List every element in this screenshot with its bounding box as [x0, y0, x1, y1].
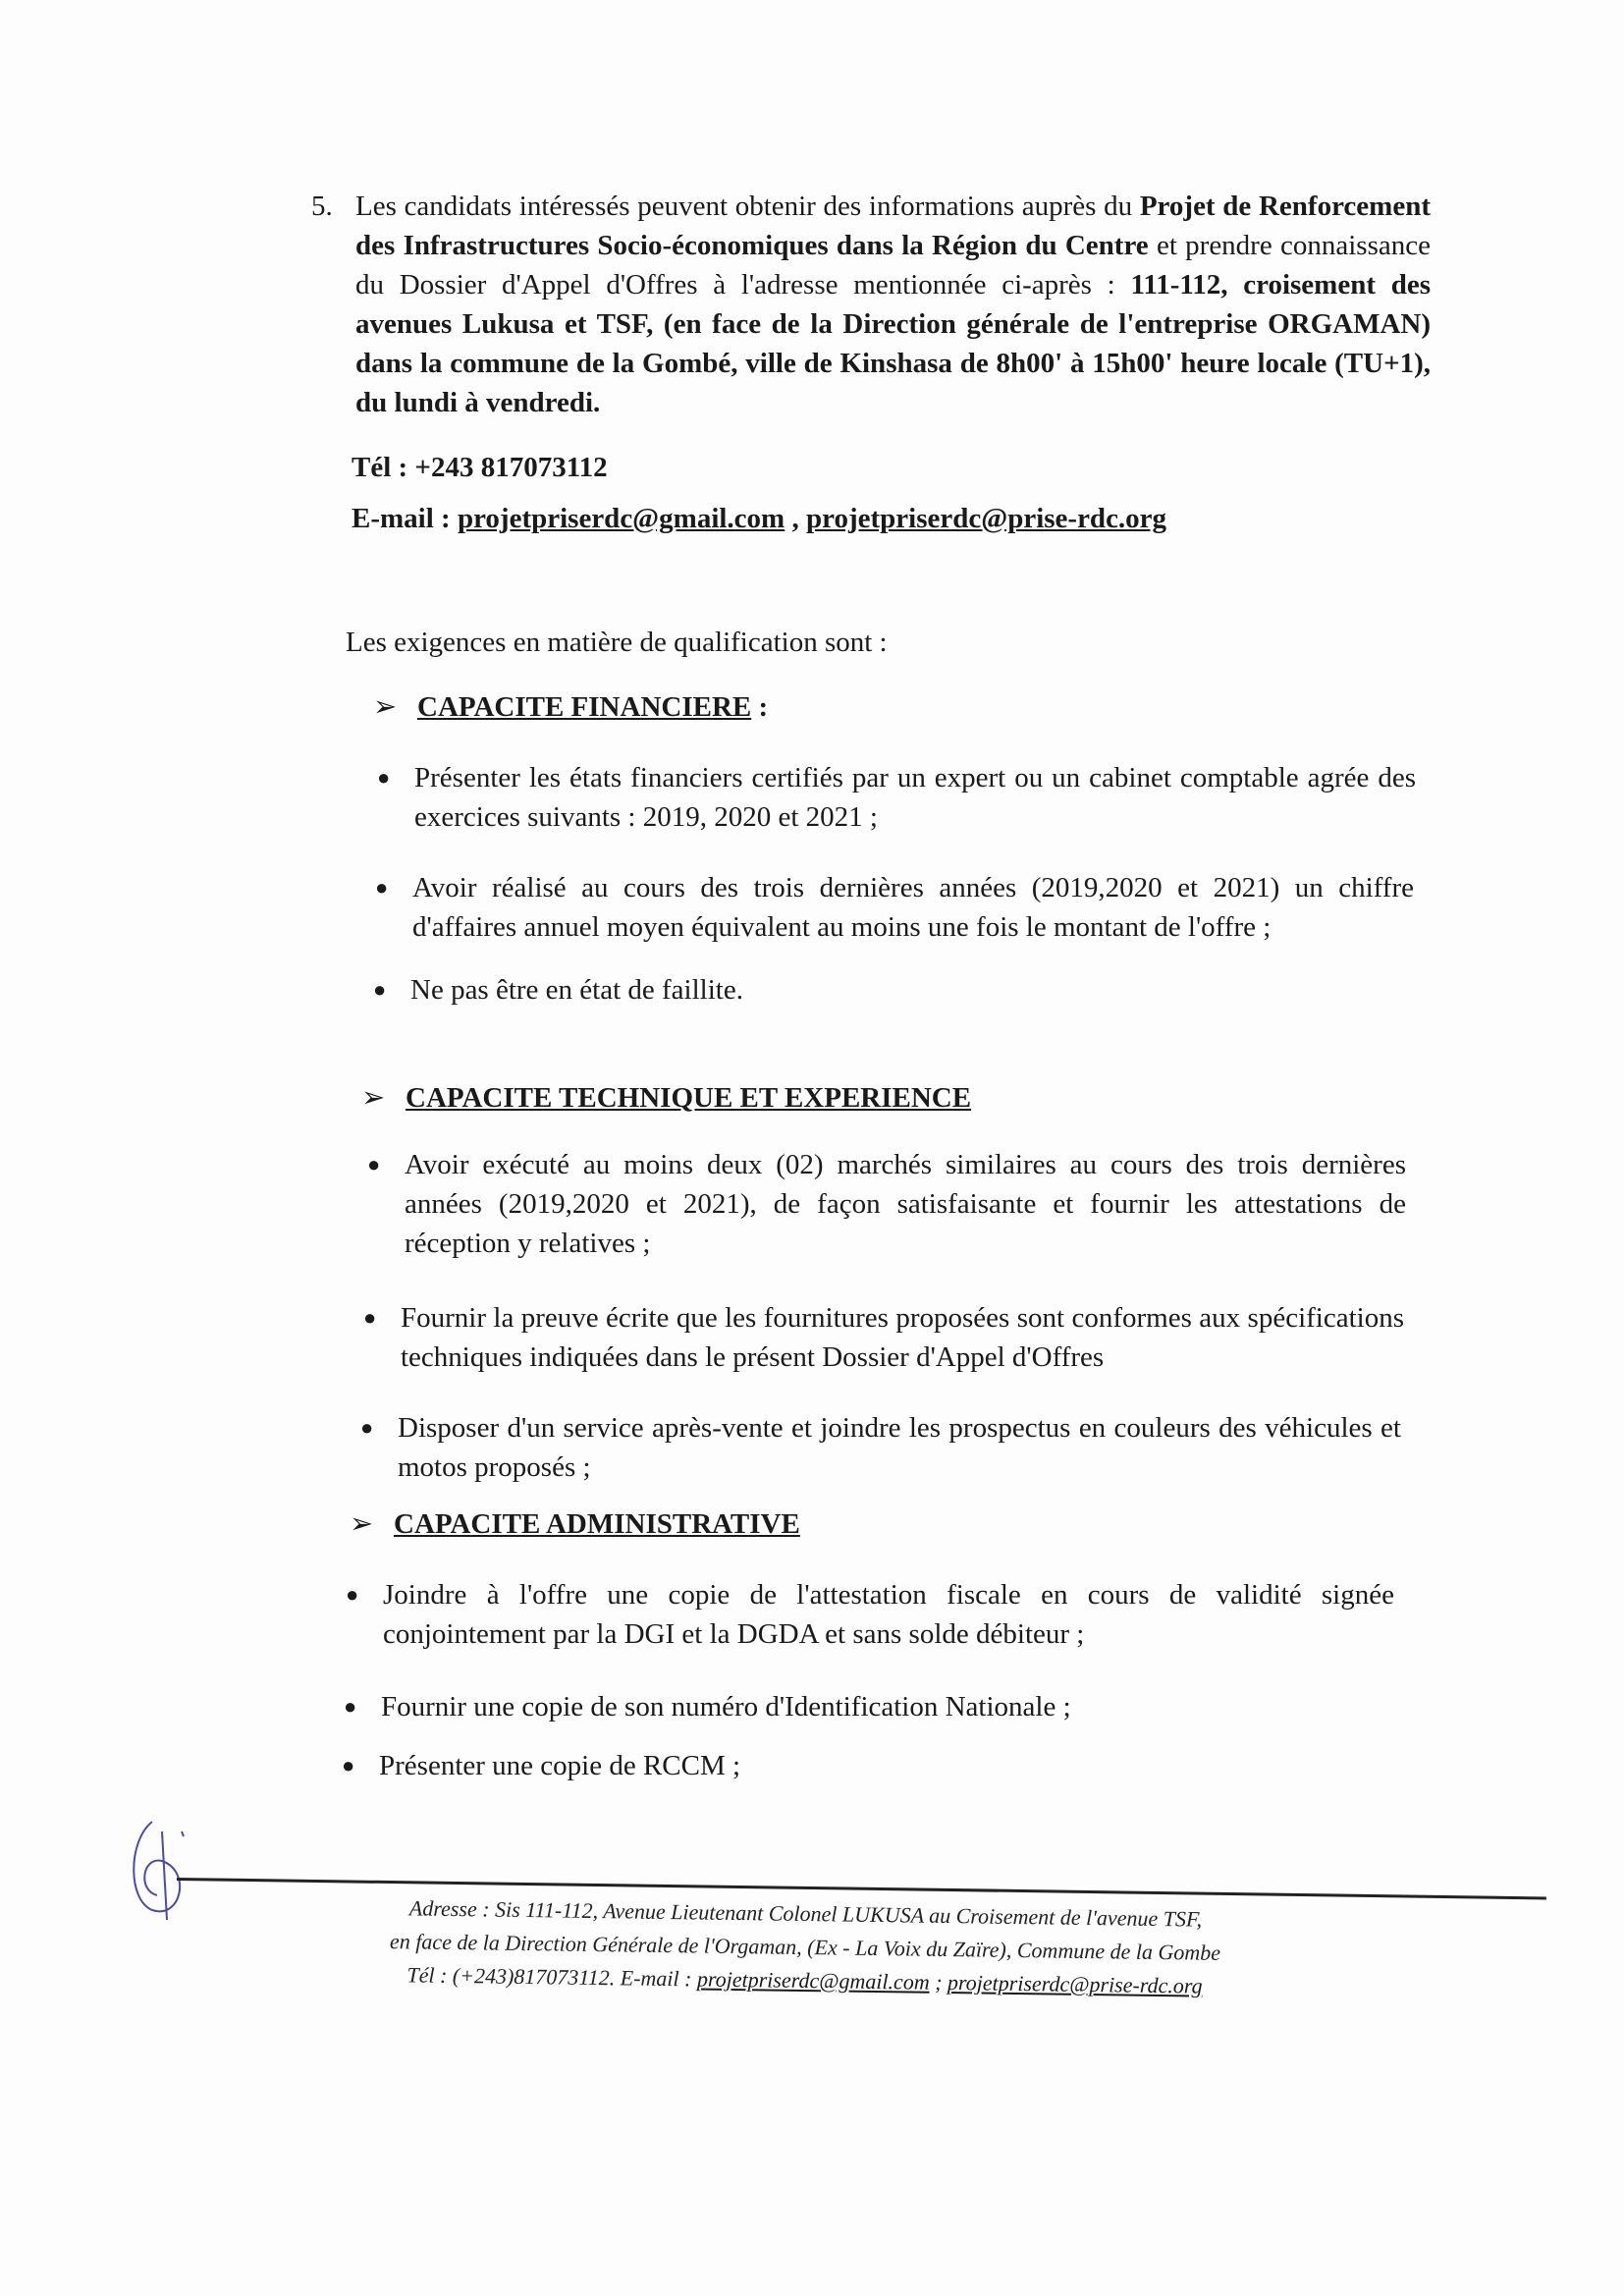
list-item: [373, 970, 1412, 1010]
list-item: [342, 1746, 741, 1785]
heading-text: CAPACITE TECHNIQUE ET EXPERIENCE: [406, 1082, 972, 1114]
list-item: [375, 868, 1414, 947]
arrow-bullet-icon: ➢: [350, 1508, 374, 1540]
telephone: Tél : +243 817073112: [352, 452, 608, 483]
list-item-text: Avoir réalisé au cours des trois dernières années (2019,2020 et 2021) un chiffre d'affaires annuel moyen équivalent au moins une fois le montant de l'offre ;: [412, 872, 1414, 943]
bullet-icon: ●: [342, 1753, 355, 1777]
item-5-paragraph: [311, 187, 1431, 422]
list-item-text: Disposer d'un service après-vente et joindre les prospectus en couleurs des véhicules et motos proposés ;: [398, 1412, 1401, 1483]
email-line: [352, 499, 1166, 538]
list-item-text: Fournir la preuve écrite que les fournitures proposées sont conformes aux spécifications techniques indiquées dans le présent Dossier d'Appel d'Offres: [401, 1302, 1404, 1373]
footer-email-gmail[interactable]: projetpriserdc@gmail.com: [696, 1966, 930, 1995]
list-item-text: Fournir une copie de son numéro d'Identification Nationale ;: [381, 1691, 1071, 1722]
email-link-prise[interactable]: projetpriserdc@prise-rdc.org: [805, 503, 1167, 534]
list-item: [344, 1687, 1071, 1726]
email-separator: ,: [785, 503, 806, 534]
heading-text: CAPACITE FINANCIERE: [417, 691, 752, 723]
list-item-text: Joindre à l'offre une copie de l'attestation fiscale en cours de validité signée conjointement par la DGI et la DGDA et sans solde débiteur ;: [383, 1579, 1394, 1650]
footer-address: [372, 1891, 1237, 2003]
footer-separator: ;: [929, 1969, 948, 1995]
bullet-icon: ●: [344, 1694, 357, 1719]
bullet-icon: ●: [360, 1415, 374, 1440]
section-heading-technical: [361, 1078, 971, 1118]
qualification-intro: Les exigences en matière de qualification sont :: [346, 627, 888, 658]
heading-suffix: :: [751, 691, 769, 723]
bullet-icon: ●: [363, 1305, 377, 1330]
project-name: Projet de Renforcement des Infrastructures Socio-économiques dans la Région du Centre: [355, 191, 1431, 261]
bullet-icon: ●: [346, 1582, 359, 1607]
middle-text: et prendre connaissance du Dossier d'Appel d'Offres à l'adresse mentionnée ci-après :: [355, 230, 1431, 301]
bullet-icon: ●: [373, 977, 387, 1002]
email-link-gmail[interactable]: projetpriserdc@gmail.com: [457, 503, 785, 534]
bullet-icon: ●: [367, 1152, 381, 1176]
footer-contact: Tél : (+243)817073112. E-mail :: [406, 1962, 698, 1992]
list-item: [377, 758, 1416, 837]
section-heading-financial: [373, 687, 768, 727]
handwritten-signature: [123, 1812, 221, 1930]
email-label: E-mail :: [352, 503, 458, 534]
arrow-bullet-icon: ➢: [373, 691, 398, 723]
footer-email-prise[interactable]: projetpriserdc@prise-rdc.org: [947, 1970, 1203, 1998]
list-item-text: Présenter les états financiers certifiés par un expert ou un cabinet comptable agrée des exercices suivants : 2019, 2020 et 2021 ;: [414, 762, 1416, 833]
list-item-text: Ne pas être en état de faillite.: [410, 974, 743, 1006]
list-item: [360, 1408, 1401, 1487]
item-number: 5.: [311, 191, 333, 222]
bullet-icon: ●: [377, 765, 391, 790]
heading-text: CAPACITE ADMINISTRATIVE: [394, 1508, 800, 1540]
intro-text: Les candidats intéressés peuvent obtenir des informations auprès du: [355, 191, 1140, 222]
section-heading-administrative: [350, 1504, 800, 1544]
bullet-icon: ●: [375, 875, 389, 900]
footer-line-1: Adresse : Sis 111-112, Avenue Lieutenant Colonel LUKUSA au Croisement de l'avenue TSF,: [408, 1895, 1203, 1932]
list-item-text: Avoir exécuté au moins deux (02) marchés similaires au cours des trois dernières années (2019,2020 et 2021), de façon satisfaisante et fournir les attestations de réception y relatives ;: [405, 1149, 1406, 1259]
address-text: 111-112, croisement des avenues Lukusa et TSF, (en face de la Direction générale de l'entreprise ORGAMAN) dans la commune de la Gombé, ville de Kinshasa de 8h00' à 15h00' heure locale (TU+1), du lundi à vendredi.: [355, 269, 1431, 418]
list-item-text: Présenter une copie de RCCM ;: [379, 1750, 741, 1781]
list-item: [346, 1575, 1394, 1654]
arrow-bullet-icon: ➢: [361, 1082, 386, 1114]
list-item: [363, 1298, 1404, 1377]
list-item: [367, 1145, 1406, 1263]
footer-line-2: en face de la Direction Générale de l'Orgaman, (Ex - La Voix du Zaïre), Commune de la Gombe: [389, 1929, 1221, 1965]
